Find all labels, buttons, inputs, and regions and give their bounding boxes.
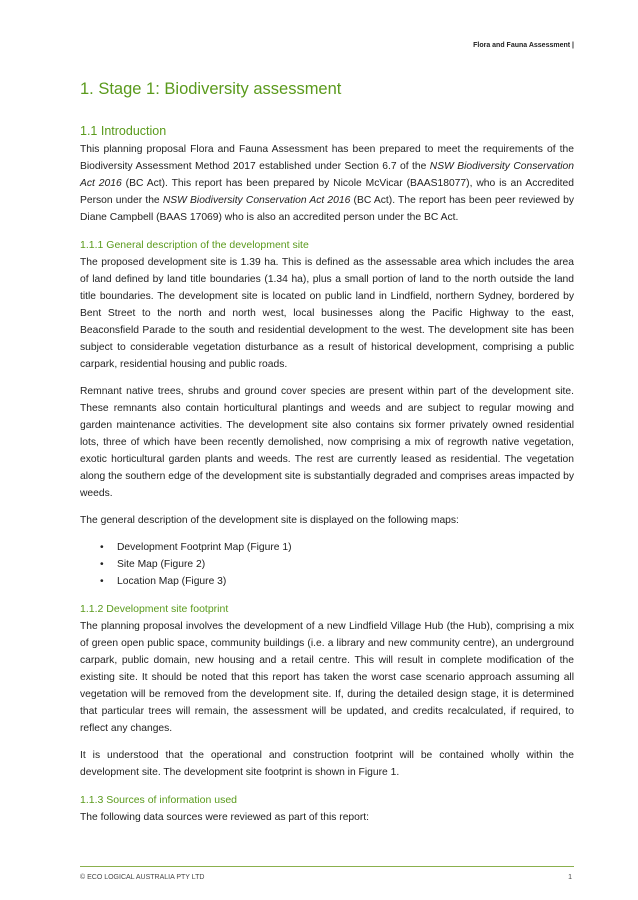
- footer-copyright: © ECO LOGICAL AUSTRALIA PTY LTD: [80, 874, 205, 881]
- act-title-italic: NSW Biodiversity Conservation Act 2016: [80, 161, 574, 189]
- act-title-italic: NSW Biodiversity Conservation Act 2016: [162, 195, 351, 206]
- section-heading-footprint: 1.1.2 Development site footprint: [80, 603, 229, 615]
- list-item: [80, 539, 574, 556]
- introduction-paragraph: [80, 141, 574, 226]
- general-description-paragraph-2: Remnant native trees, shrubs and ground cover species are present within part of the development site. These remnants also contain horticultural plantings and weeds and are subject to regular mowing and garden maintenance activities. The development site also contains six former privately owned residential lots, three of which have been recently demolished, now comprising a mix of regrowth native vegetation, exotic horticultural garden plants and weeds. The rest are currently leased as residential. The vegetation along the southern edge of the development site is substantially degraded and comprises areas impacted by weeds.: [80, 386, 574, 499]
- maps-list: [80, 539, 574, 590]
- text-run: (BC Act). The report has been peer reviewed by Diane Campbell (BAAS 17069) who is also an accredited person under the BC Act.: [80, 195, 575, 223]
- list-item-text: Development Footprint Map (Figure 1): [117, 542, 292, 553]
- section-heading-general-description: 1.1.1 General description of the development site: [80, 239, 309, 251]
- body-content: [80, 124, 574, 826]
- list-item: [80, 573, 574, 590]
- page-title: 1. Stage 1: Biodiversity assessment: [80, 80, 342, 98]
- section-heading-sources: 1.1.3 Sources of information used: [80, 794, 238, 806]
- general-description-paragraph-1: The proposed development site is 1.39 ha. This is defined as the assessable area which includes the area of land defined by land title boundaries (1.34 ha), plus a small portion of land to the north outside the land title boundaries. The development site is located on public land in Lindfield, northern Sydney, bordered by Bent Street to the north and north west, local businesses along the Pacific Highway to the east, Beaconsfield Parade to the south and residential development to the west. The development site has been subject to considerable vegetation disturbance as a result of historical development, comprising a public carpark, residential housing and public roads.: [80, 257, 574, 370]
- text-run: This planning proposal Flora and Fauna Assessment has been prepared to meet the requirements of the Biodiversity Assessment Method 2017 established under Section 6.7 of the: [80, 144, 574, 172]
- footer-divider: [80, 866, 574, 867]
- running-header: Flora and Fauna Assessment |: [473, 42, 574, 49]
- list-item-text: Site Map (Figure 2): [117, 559, 206, 570]
- list-item: [80, 556, 574, 573]
- text-run: (BC Act). This report has been prepared by Nicole McVicar (BAAS18077), who is an Accredited Person under the: [80, 178, 574, 206]
- sources-paragraph: The following data sources were reviewed as part of this report:: [80, 812, 370, 823]
- bullet-icon: •: [100, 559, 104, 570]
- general-description-paragraph-3: The general description of the development site is displayed on the following maps:: [80, 515, 459, 526]
- bullet-icon: •: [100, 576, 104, 587]
- section-heading-introduction: 1.1 Introduction: [80, 124, 167, 138]
- bullet-icon: •: [100, 542, 104, 553]
- footprint-paragraph-1: The planning proposal involves the development of a new Lindfield Village Hub (the Hub), comprising a mix of green open public space, community buildings (i.e. a library and new community centre), an underground carpark, public domain, new housing and a retail centre. This will result in complete modification of the existing site. It should be noted that this report has taken the worst case scenario approach assuming all vegetation will be removed from the development site. If, during the detailed design stage, it is determined that particular trees will remain, the assessment will be updated, and credits recalculated, if required, to reflect any changes.: [80, 621, 574, 734]
- list-item-text: Location Map (Figure 3): [117, 576, 227, 587]
- page-number: 1: [568, 874, 572, 881]
- footprint-paragraph-2: It is understood that the operational and construction footprint will be contained wholly within the development site. The development site footprint is shown in Figure 1.: [80, 750, 574, 778]
